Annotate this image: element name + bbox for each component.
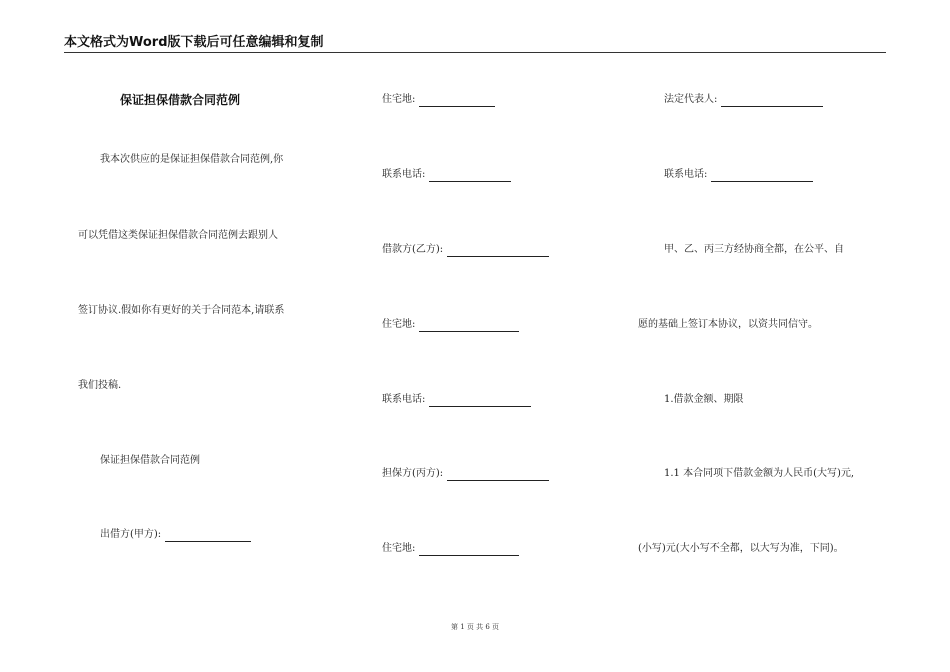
phone-field bbox=[382, 168, 511, 182]
lender-label: 出借方(甲方): bbox=[100, 529, 162, 540]
field-label: 联系电话: bbox=[382, 394, 426, 405]
field-blank bbox=[419, 320, 519, 332]
field-label: 住宅地: bbox=[382, 543, 416, 554]
lender-blank bbox=[165, 530, 251, 542]
field-label: 联系电话: bbox=[382, 169, 426, 180]
field-blank bbox=[429, 395, 531, 407]
address-field bbox=[382, 318, 519, 332]
header-text: 本文格式为Word版下载后可任意编辑和复制 bbox=[64, 35, 324, 50]
phone-field bbox=[664, 168, 813, 182]
field-label: 联系电话: bbox=[664, 169, 708, 180]
document-title: 保证担保借款合同范例 bbox=[120, 93, 241, 107]
section-title: 保证担保借款合同范例 bbox=[100, 455, 200, 466]
paragraph-line: 愿的基础上签订本协议，以资共同信守。 bbox=[638, 319, 818, 330]
field-blank bbox=[447, 469, 549, 481]
field-blank bbox=[711, 170, 813, 182]
field-blank bbox=[419, 95, 495, 107]
legal-rep-field bbox=[664, 93, 823, 107]
paragraph-line: 甲、乙、丙三方经协商全都，在公平、自 bbox=[664, 244, 844, 255]
field-label: 住宅地: bbox=[382, 94, 416, 105]
field-label: 住宅地: bbox=[382, 319, 416, 330]
field-blank bbox=[447, 245, 549, 257]
address-field bbox=[382, 542, 519, 556]
paragraph-line: 签订协议.假如你有更好的关于合同范本,请联系 bbox=[78, 305, 285, 316]
field-label: 法定代表人: bbox=[664, 94, 718, 105]
paragraph-line: 我本次供应的是保证担保借款合同范例,你 bbox=[100, 154, 284, 165]
section-heading: 1.借款金额、期限 bbox=[664, 394, 744, 405]
lender-field bbox=[100, 528, 251, 542]
document-header bbox=[64, 34, 886, 53]
field-blank bbox=[721, 95, 823, 107]
field-blank bbox=[429, 170, 511, 182]
paragraph-line: 我们投稿. bbox=[78, 380, 122, 391]
paragraph-line: (小写)元(大小写不全都，以大写为准，下同)。 bbox=[638, 543, 844, 554]
borrower-field bbox=[382, 243, 549, 257]
field-label: 担保方(丙方): bbox=[382, 468, 444, 479]
guarantor-field bbox=[382, 467, 549, 481]
phone-field bbox=[382, 393, 531, 407]
field-blank bbox=[419, 544, 519, 556]
address-field bbox=[382, 93, 495, 107]
field-label: 借款方(乙方): bbox=[382, 244, 444, 255]
page-number: 第 1 页 共 6 页 bbox=[450, 623, 500, 631]
paragraph-line: 可以凭借这类保证担保借款合同范例去跟别人 bbox=[78, 230, 278, 241]
paragraph-line: 1.1 本合同项下借款金额为人民币(大写)元, bbox=[664, 468, 855, 479]
